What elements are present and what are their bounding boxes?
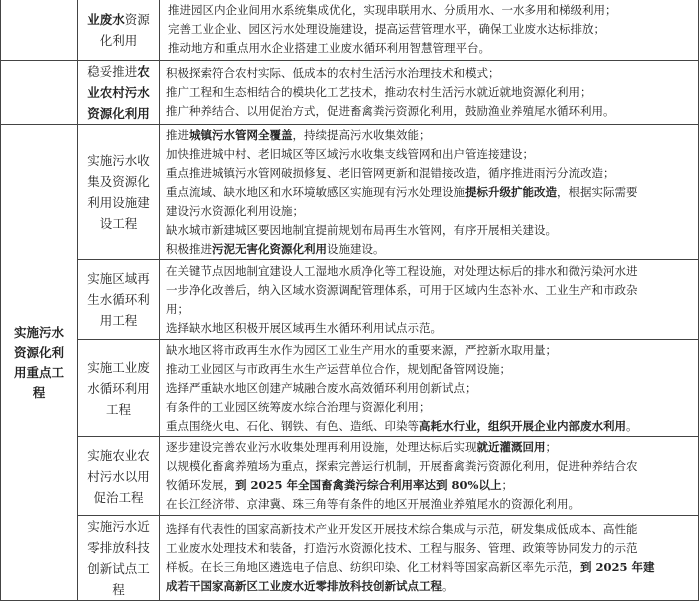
content-line — [160, 39, 698, 58]
body-text: 缺水城市新建城区要因地制宜提前规划布局再生水管网，有序开展相关建设。 — [166, 222, 557, 237]
subcategory-label: 村污水以用 — [87, 468, 150, 484]
body-text: 重点流域、缺水地区和水环境敏感区实施现有污水处理设施 — [166, 184, 465, 199]
subcategory-cell — [78, 125, 160, 260]
body-text: 选择严重缺水地区创建产城融合废水高效循环利用创新试点； — [166, 380, 477, 395]
content-line — [160, 476, 698, 495]
subcategory-label: 创新试点工 — [87, 561, 150, 576]
subcategory-label: 实施农业农 — [87, 447, 150, 463]
body-text: 以规模化畜禽养殖场为重点，探索完善运行机制，开展畜禽粪污资源化利用，促进种养结合农 — [166, 459, 638, 473]
body-text: 推动工业园区与市政再生水生产运营单位合作，规划配备管网设施； — [166, 361, 511, 376]
subcategory-label: 业废水 — [87, 11, 125, 27]
subcategory-cell — [78, 340, 160, 437]
subcategory-cell — [78, 260, 160, 340]
subcategory-label: 程 — [112, 582, 125, 597]
subcategory-cell — [78, 437, 160, 516]
content-cell — [160, 437, 699, 516]
content-line — [160, 319, 698, 338]
content-line — [160, 360, 698, 379]
content-line — [160, 495, 698, 514]
subcategory-label: 实施工业废 — [87, 359, 150, 375]
body-text: 推广种养结合、以用促治方式，促进畜禽粪污资源化利用，鼓励渔业养殖尾水循环利用。 — [166, 104, 615, 118]
category-cell-blank — [1, 0, 78, 61]
content-cell — [160, 61, 699, 125]
body-text: 选择有代表性的国家高新技术产业开发区开展技术综合集成与示范，研发集成低成本、高性能 — [166, 522, 638, 536]
subcategory-label: 设工程 — [99, 216, 138, 231]
body-text: ； — [501, 478, 513, 492]
emphasis-text: 提标升级扩能改造 — [465, 184, 557, 199]
body-text: 加快推进城中村、老旧城区等区域污水收集支线管网和出户管连接建设； — [166, 146, 534, 161]
body-text: 重点围绕火电、石化、钢铁、有色、造纸、印染等 — [166, 418, 419, 433]
body-text: ，持续提高污水收集效能； — [292, 127, 431, 142]
content-cell — [160, 516, 699, 601]
subcategory-label: 实施区域再 — [87, 271, 150, 286]
body-text: 逐步建设完善农业污水收集处理再利用设施，处理达标后实现 — [166, 440, 477, 454]
body-text: 建设污水资源化利用设施； — [166, 203, 304, 218]
body-text: 积极探索符合农村实际、低成本的农村生活污水治理技术和模式； — [166, 66, 500, 80]
body-text: 有条件的工业园区统筹废水综合治理与资源化利用； — [166, 399, 431, 414]
content-line — [160, 520, 698, 539]
content-line — [160, 64, 698, 83]
body-text: 在关键节点因地制宜建设人工湿地水质净化等工程设施，对处理达标后的排水和微污染河水进 — [166, 263, 638, 278]
content-cell — [160, 260, 699, 340]
body-text: 完善工业企业、园区污水处理设施建设，提高运营管理水平，确保工业废水达标排放； — [168, 22, 605, 36]
content-line — [160, 341, 698, 360]
subcategory-label: 生水循环利 — [87, 292, 150, 307]
content-line — [160, 398, 698, 417]
content-cell — [160, 0, 699, 61]
emphasis-text: 污泥无害化资源化利用 — [212, 241, 327, 256]
subcategory-label: 工程 — [105, 401, 131, 417]
subcategory-label: 业农村污水 — [87, 85, 150, 100]
content-line — [160, 20, 698, 39]
subcategory-label: 资源化利用 — [87, 106, 150, 121]
category-label-line: 用重点工 — [13, 364, 64, 380]
content-line — [160, 262, 698, 281]
content-cell — [160, 125, 699, 260]
body-text: ，根据实际需要 — [557, 184, 638, 199]
table-row — [1, 340, 699, 437]
content-line — [160, 438, 698, 457]
subcategory-label: 水循环利用 — [87, 380, 150, 396]
subcategory-label: 稳妥推进 — [87, 64, 138, 79]
body-text: 在长江经济带、京津冀、珠三角等有条件的地区开展渔业养殖尾水的资源化利用。 — [166, 497, 580, 511]
subcategory-cell — [78, 516, 160, 601]
table-row — [1, 125, 699, 260]
category-label-line: 程 — [32, 384, 46, 400]
body-text: 推动地方和重点用水企业搭建工业废水循环利用智慧管理平台。 — [168, 41, 490, 55]
subcategory-label: 零排放科技 — [87, 540, 150, 555]
content-line — [160, 457, 698, 476]
content-line — [160, 126, 698, 145]
body-text: ； — [545, 440, 557, 454]
subcategory-label: 农 — [137, 64, 150, 79]
body-text: 重点推进城镇污水管网破损修复、老旧管网更新和混错接改造，循序推进雨污分流改造； — [166, 165, 615, 180]
category-cell-blank — [1, 61, 78, 125]
table-row — [1, 260, 699, 340]
content-line — [160, 145, 698, 164]
body-text: 推广工程和生态相结合的模块化工艺技术，推动农村生活污水就近就地资源化利用； — [166, 85, 592, 99]
subcategory-label: 集及资源化 — [87, 174, 150, 189]
content-line — [160, 539, 698, 558]
content-line — [160, 202, 698, 221]
body-text: 用； — [166, 301, 189, 316]
subcategory-cell — [78, 61, 160, 125]
body-text: 选择缺水地区积极开展区域再生水循环利用试点示范。 — [166, 320, 442, 335]
subcategory-label: 化利用 — [99, 32, 138, 48]
content-line — [160, 1, 698, 20]
body-text: 。 — [442, 579, 454, 593]
content-line — [160, 183, 698, 202]
emphasis-text: 就近灌溉回用 — [476, 440, 546, 454]
emphasis-text: 到 2025 年全国畜禽粪污综合利用率达到 80%以上 — [235, 478, 502, 492]
content-line — [160, 164, 698, 183]
category-label-line: 实施污水 — [13, 324, 64, 340]
content-line — [160, 379, 698, 398]
subcategory-label: 实施污水收 — [87, 153, 150, 168]
body-text: 设施建设。 — [327, 241, 385, 256]
body-text: 一步净化改善后，纳入区域水资源调配管理体系，可用于区域内生态补水、工业生产和市政杂 — [166, 282, 638, 297]
category-cell — [1, 125, 78, 601]
subcategory-label: 资源 — [124, 11, 150, 27]
emphasis-text: 到 2025 年建 — [580, 560, 655, 574]
content-line — [160, 417, 698, 436]
content-line — [160, 281, 698, 300]
emphasis-text: 城镇污水管网全覆盖 — [189, 127, 293, 142]
body-text: 推进园区内企业间用水系统集成优化，实现串联用水、分质用水、一水多用和梯级利用； — [168, 3, 617, 17]
body-text: 。 — [626, 418, 638, 433]
body-text: 推进 — [166, 127, 189, 142]
table-row — [1, 61, 699, 125]
content-line — [160, 577, 698, 596]
content-line — [160, 221, 698, 240]
content-cell — [160, 340, 699, 437]
body-text: 样板。在长三角地区遴选电子信息、纺织印染、化工材料等国家高新区率先示范， — [166, 560, 580, 574]
content-line — [160, 300, 698, 319]
content-line — [160, 240, 698, 259]
content-line — [160, 83, 698, 102]
body-text: 缺水地区将市政再生水作为园区工业生产用水的重要来源，严控新水取用量； — [166, 342, 557, 357]
subcategory-cell — [78, 0, 160, 61]
subcategory-label: 实施污水近 — [87, 519, 150, 534]
content-line — [160, 558, 698, 577]
subcategory-label: 促治工程 — [93, 489, 144, 505]
content-line — [160, 102, 698, 121]
table-row — [1, 516, 699, 601]
body-text: 牧循环发展， — [166, 478, 235, 492]
body-text: 工业废水处理技术和装备，打造污水资源化技术、工程与服务、管理、政策等协同发力的示范 — [166, 541, 638, 555]
body-text: 积极推进 — [166, 241, 212, 256]
emphasis-text: 成若干国家高新区工业废水近零排放科技创新试点工程 — [166, 579, 442, 593]
table-row — [1, 437, 699, 516]
category-label-line: 资源化利 — [13, 344, 64, 360]
subcategory-label: 利用设施建 — [87, 195, 150, 210]
subcategory-label: 用工程 — [99, 313, 138, 328]
table-row — [1, 0, 699, 61]
emphasis-text: 高耗水行业，组织开展企业内部废水利用 — [419, 418, 626, 433]
